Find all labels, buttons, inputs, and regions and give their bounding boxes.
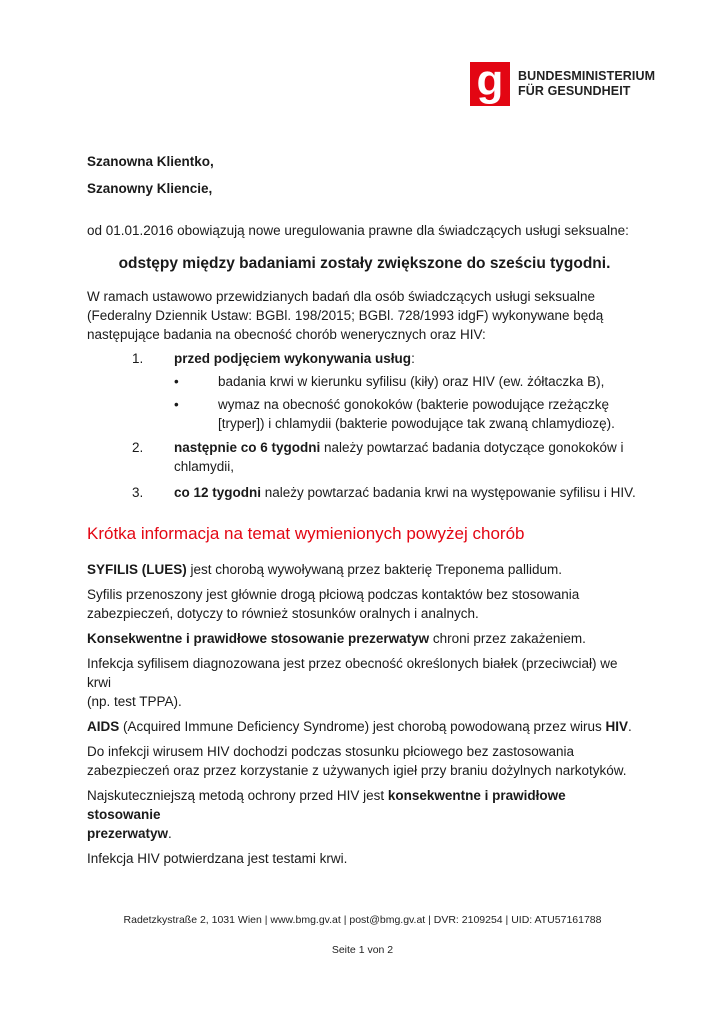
intro-text: od 01.01.2016 obowiązują nowe uregulowania prawne dla świadczących usługi seksualne: [87,223,629,238]
syphilis-protection [87,629,642,648]
list-number: 2. [132,440,144,455]
protection-end: . [168,826,172,841]
list-item-bold: następnie co 6 tygodni [174,440,321,455]
paragraph-line: (Federalny Dziennik Ustaw: BGBl. 198/2015; BGBl. 728/1993 idgF) wykonywane będą [87,308,604,323]
syphilis-definition [87,560,642,579]
hiv-protection [87,786,642,843]
list-item-1 [87,349,642,368]
list-number: 3. [132,485,144,500]
list-item-text: należy powtarzać badania dotyczące gonokoków i [320,440,624,455]
list-item-bold: co 12 tygodni [174,485,262,500]
paragraph-line: Infekcja syfilisem diagnozowana jest przez obecność określonych białek (przeciwciał) we krwi [87,656,618,690]
bullet-item-2 [87,395,642,433]
salutation-male: Szanowny Kliencie, [87,181,213,196]
paragraph-line: Do infekcji wirusem HIV dochodzi podczas stosunku płciowego bez zastosowania [87,744,574,759]
logo-text [518,69,655,99]
syphilis-diagnosis [87,654,642,711]
logo-mark-letter: g [476,56,504,105]
list-item-bold: przed podjęciem wykonywania usług [174,351,412,366]
list-item-text: należy powtarzać badania krwi na występowanie syfilisu i HIV. [261,485,636,500]
paragraph-line: Syfilis przenoszony jest głównie drogą płciową podczas kontaktów bez stosowania [87,587,580,602]
paragraph-line: zabezpieczeń, dotyczy to również stosunków oralnych i analnych. [87,606,479,621]
bullet-item-1 [87,372,642,391]
bullet-text: [tryper]) i chlamydii (bakterie powodujące tak zwaną chlamydiozę). [218,416,615,431]
paragraph-line: W ramach ustawowo przewidzianych badań dla osób świadczących usługi seksualne [87,289,596,304]
list-number: 1. [132,351,144,366]
list-item-text: chlamydii, [174,459,235,474]
logo-g-mark [470,56,510,106]
protection-text: chroni przez zakażeniem. [429,631,586,646]
list-item-text: : [411,351,415,366]
hiv-confirmation: Infekcja HIV potwierdzana jest testami krwi. [87,851,348,866]
aids-definition-text: (Acquired Immune Deficiency Syndrome) jest chorobą powodowaną przez wirus [119,719,606,734]
paragraph-line: zabezpieczeń oraz przez korzystanie z używanych igieł przy braniu dożylnych narkotyków. [87,763,627,778]
protection-bold: Konsekwentne i prawidłowe stosowanie prezerwatyw [87,631,430,646]
aids-definition [87,717,642,736]
paragraph-line: następujące badania na obecność chorób wenerycznych oraz HIV: [87,327,486,342]
protection-text: Najskuteczniejszą metodą ochrony przed HIV jest [87,788,388,803]
syphilis-definition-text: jest chorobą wywoływaną przez bakterię Treponema pallidum. [186,562,562,577]
paragraph-tests [87,287,642,344]
protection-bold: konsekwentne i prawidłowe stosowanie [87,788,566,822]
aids-term: AIDS [87,719,120,734]
letter-body [87,152,642,868]
syphilis-transmission [87,585,642,623]
bullet-icon: • [174,397,179,412]
ministry-logo [470,56,656,106]
headline: odstępy między badaniami zostały zwiększone do sześciu tygodni. [118,255,611,272]
protection-bold: prezerwatyw [87,826,169,841]
logo-line-2: FÜR GESUNDHEIT [518,84,631,98]
list-item-3 [87,483,642,502]
footer-contact: Radetzkystraße 2, 1031 Wien | www.bmg.gv.at | post@bmg.gv.at | DVR: 2109254 | UID: ATU57161788 [123,914,602,926]
paragraph-line: (np. test TPPA). [87,694,182,709]
list-item-2 [87,438,642,476]
aids-definition-end: . [628,719,632,734]
page-number: Seite 1 von 2 [331,944,394,956]
bullet-text: badania krwi w kierunku syfilisu (kiły) oraz HIV (ew. żółtaczka B), [218,374,605,389]
logo-line-1: BUNDESMINISTERIUM [518,69,656,83]
section-title: Krótka informacja na temat wymienionych powyżej chorób [87,524,525,543]
hiv-transmission [87,742,642,780]
hiv-term: HIV [605,719,628,734]
bullet-icon: • [174,374,179,389]
bullet-text: wymaz na obecność gonokoków (bakterie powodujące rzeżączkę [218,397,609,412]
salutation-female: Szanowna Klientko, [87,154,214,169]
syphilis-term: SYFILIS (LUES) [87,562,187,577]
